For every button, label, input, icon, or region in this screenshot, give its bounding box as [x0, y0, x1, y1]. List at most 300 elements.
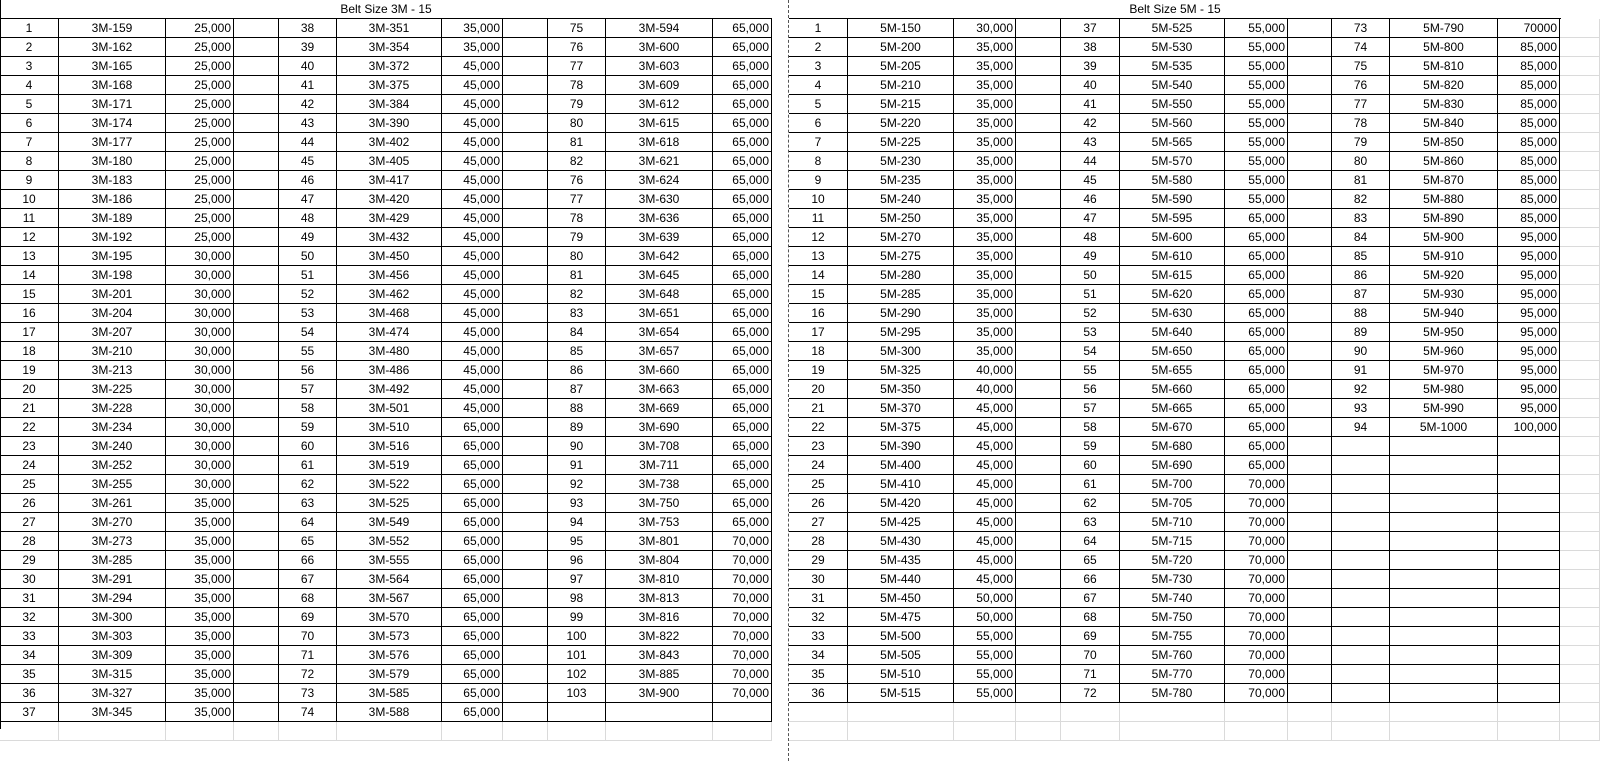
- row-number-cell[interactable]: 78: [548, 76, 606, 95]
- price-cell[interactable]: 25,000: [166, 114, 234, 133]
- price-cell[interactable]: 85,000: [1498, 95, 1560, 114]
- belt-size-cell[interactable]: 3M-417: [337, 171, 442, 190]
- spacer-cell[interactable]: [503, 361, 548, 380]
- row-number-cell[interactable]: 5: [789, 95, 848, 114]
- row-number-cell[interactable]: 80: [1332, 152, 1390, 171]
- spacer-cell[interactable]: [503, 247, 548, 266]
- row-number-cell[interactable]: 62: [279, 475, 337, 494]
- row-number-cell[interactable]: 53: [279, 304, 337, 323]
- spacer-cell[interactable]: [1560, 95, 1600, 114]
- row-number-cell[interactable]: 102: [548, 665, 606, 684]
- belt-size-cell[interactable]: 3M-390: [337, 114, 442, 133]
- price-cell[interactable]: 95,000: [1498, 285, 1560, 304]
- belt-size-cell[interactable]: 5M-280: [848, 266, 954, 285]
- spacer-cell[interactable]: [1288, 608, 1332, 627]
- price-cell[interactable]: 45,000: [442, 399, 503, 418]
- belt-size-cell[interactable]: 3M-303: [59, 627, 166, 646]
- price-cell[interactable]: 55,000: [1225, 114, 1288, 133]
- price-cell[interactable]: 70,000: [1225, 608, 1288, 627]
- price-cell[interactable]: 55,000: [1225, 95, 1288, 114]
- spacer-cell[interactable]: [1560, 456, 1600, 475]
- spacer-cell[interactable]: [1016, 323, 1061, 342]
- belt-size-cell[interactable]: 5M-680: [1120, 437, 1225, 456]
- spacer-cell[interactable]: [1016, 532, 1061, 551]
- row-number-cell[interactable]: [1332, 456, 1390, 475]
- price-cell[interactable]: 65,000: [713, 95, 772, 114]
- row-number-cell[interactable]: 61: [279, 456, 337, 475]
- belt-size-cell[interactable]: 5M-710: [1120, 513, 1225, 532]
- row-number-cell[interactable]: 64: [279, 513, 337, 532]
- spacer-cell[interactable]: [234, 456, 279, 475]
- spacer-cell[interactable]: [1288, 361, 1332, 380]
- price-cell[interactable]: 85,000: [1498, 133, 1560, 152]
- belt-size-cell[interactable]: 5M-420: [848, 494, 954, 513]
- row-number-cell[interactable]: [1332, 513, 1390, 532]
- row-number-cell[interactable]: 68: [1061, 608, 1120, 627]
- belt-size-cell[interactable]: 5M-800: [1390, 38, 1498, 57]
- price-cell[interactable]: 25,000: [166, 152, 234, 171]
- spacer-cell[interactable]: [1288, 19, 1332, 38]
- spacer-cell[interactable]: [234, 570, 279, 589]
- row-number-cell[interactable]: 19: [0, 361, 59, 380]
- price-cell[interactable]: 65,000: [442, 551, 503, 570]
- price-cell[interactable]: 70,000: [1225, 589, 1288, 608]
- row-number-cell[interactable]: 77: [548, 57, 606, 76]
- row-number-cell[interactable]: 42: [1061, 114, 1120, 133]
- row-number-cell[interactable]: 79: [1332, 133, 1390, 152]
- spacer-cell[interactable]: [234, 551, 279, 570]
- belt-size-cell[interactable]: 3M-420: [337, 190, 442, 209]
- belt-size-cell[interactable]: 3M-549: [337, 513, 442, 532]
- price-cell[interactable]: 30,000: [166, 399, 234, 418]
- price-cell[interactable]: 85,000: [1498, 190, 1560, 209]
- row-number-cell[interactable]: 42: [279, 95, 337, 114]
- row-number-cell[interactable]: 39: [1061, 57, 1120, 76]
- row-number-cell[interactable]: 49: [1061, 247, 1120, 266]
- spacer-cell[interactable]: [234, 361, 279, 380]
- row-number-cell[interactable]: 20: [789, 380, 848, 399]
- price-cell[interactable]: [1498, 551, 1560, 570]
- price-cell[interactable]: 65,000: [442, 627, 503, 646]
- price-cell[interactable]: 45,000: [442, 285, 503, 304]
- belt-size-cell[interactable]: 3M-462: [337, 285, 442, 304]
- spacer-cell[interactable]: [1560, 57, 1600, 76]
- row-number-cell[interactable]: 99: [548, 608, 606, 627]
- row-number-cell[interactable]: 67: [279, 570, 337, 589]
- row-number-cell[interactable]: 40: [279, 57, 337, 76]
- belt-size-cell[interactable]: 3M-567: [337, 589, 442, 608]
- belt-size-cell[interactable]: 3M-285: [59, 551, 166, 570]
- belt-size-cell[interactable]: 3M-492: [337, 380, 442, 399]
- belt-size-cell[interactable]: 5M-755: [1120, 627, 1225, 646]
- row-number-cell[interactable]: 8: [0, 152, 59, 171]
- price-cell[interactable]: 65,000: [713, 304, 772, 323]
- row-number-cell[interactable]: 17: [0, 323, 59, 342]
- row-number-cell[interactable]: 27: [0, 513, 59, 532]
- belt-size-cell[interactable]: 5M-325: [848, 361, 954, 380]
- price-cell[interactable]: 70000: [1498, 19, 1560, 38]
- row-number-cell[interactable]: 35: [0, 665, 59, 684]
- row-number-cell[interactable]: 12: [789, 228, 848, 247]
- row-number-cell[interactable]: 52: [1061, 304, 1120, 323]
- belt-size-cell[interactable]: 5M-980: [1390, 380, 1498, 399]
- spacer-cell[interactable]: [234, 646, 279, 665]
- belt-size-cell[interactable]: 5M-235: [848, 171, 954, 190]
- row-number-cell[interactable]: 74: [279, 703, 337, 722]
- spacer-cell[interactable]: [1016, 228, 1061, 247]
- belt-size-cell[interactable]: 3M-711: [606, 456, 713, 475]
- spacer-cell[interactable]: [234, 475, 279, 494]
- spacer-cell[interactable]: [503, 494, 548, 513]
- price-cell[interactable]: 65,000: [442, 684, 503, 703]
- belt-size-cell[interactable]: 3M-663: [606, 380, 713, 399]
- spacer-cell[interactable]: [234, 494, 279, 513]
- row-number-cell[interactable]: 92: [548, 475, 606, 494]
- row-number-cell[interactable]: 9: [0, 171, 59, 190]
- spacer-cell[interactable]: [1560, 513, 1600, 532]
- belt-size-cell[interactable]: 5M-810: [1390, 57, 1498, 76]
- spacer-cell[interactable]: [234, 703, 279, 722]
- belt-size-cell[interactable]: [1390, 684, 1498, 703]
- row-number-cell[interactable]: 1: [789, 19, 848, 38]
- row-number-cell[interactable]: 34: [0, 646, 59, 665]
- spacer-cell[interactable]: [503, 152, 548, 171]
- belt-size-cell[interactable]: 5M-640: [1120, 323, 1225, 342]
- belt-size-cell[interactable]: 3M-198: [59, 266, 166, 285]
- price-cell[interactable]: 45,000: [442, 57, 503, 76]
- row-number-cell[interactable]: [1332, 570, 1390, 589]
- row-number-cell[interactable]: 11: [789, 209, 848, 228]
- price-cell[interactable]: 45,000: [442, 247, 503, 266]
- belt-size-cell[interactable]: 3M-585: [337, 684, 442, 703]
- row-number-cell[interactable]: 64: [1061, 532, 1120, 551]
- empty-cell[interactable]: [1332, 703, 1390, 722]
- belt-size-cell[interactable]: 3M-402: [337, 133, 442, 152]
- spacer-cell[interactable]: [234, 532, 279, 551]
- belt-size-cell[interactable]: 3M-612: [606, 95, 713, 114]
- spacer-cell[interactable]: [1288, 95, 1332, 114]
- belt-size-cell[interactable]: 3M-174: [59, 114, 166, 133]
- spacer-cell[interactable]: [1560, 247, 1600, 266]
- row-number-cell[interactable]: 6: [0, 114, 59, 133]
- spacer-cell[interactable]: [1288, 399, 1332, 418]
- spacer-cell[interactable]: [1560, 608, 1600, 627]
- row-number-cell[interactable]: 34: [789, 646, 848, 665]
- row-number-cell[interactable]: 55: [1061, 361, 1120, 380]
- row-number-cell[interactable]: 47: [279, 190, 337, 209]
- row-number-cell[interactable]: [1332, 551, 1390, 570]
- belt-size-cell[interactable]: 5M-400: [848, 456, 954, 475]
- row-number-cell[interactable]: 33: [789, 627, 848, 646]
- row-number-cell[interactable]: 94: [548, 513, 606, 532]
- price-cell[interactable]: 30,000: [166, 342, 234, 361]
- belt-size-cell[interactable]: 3M-345: [59, 703, 166, 722]
- price-cell[interactable]: 70,000: [713, 532, 772, 551]
- belt-size-cell[interactable]: 5M-740: [1120, 589, 1225, 608]
- belt-size-cell[interactable]: 3M-204: [59, 304, 166, 323]
- spacer-cell[interactable]: [1288, 285, 1332, 304]
- spacer-cell[interactable]: [503, 513, 548, 532]
- row-number-cell[interactable]: 44: [1061, 152, 1120, 171]
- row-number-cell[interactable]: 73: [1332, 19, 1390, 38]
- belt-size-cell[interactable]: 3M-213: [59, 361, 166, 380]
- price-cell[interactable]: 35,000: [166, 494, 234, 513]
- empty-cell[interactable]: [713, 722, 772, 741]
- belt-size-cell[interactable]: 5M-505: [848, 646, 954, 665]
- price-cell[interactable]: 65,000: [442, 494, 503, 513]
- row-number-cell[interactable]: 40: [1061, 76, 1120, 95]
- spacer-cell[interactable]: [1288, 703, 1332, 722]
- belt-size-cell[interactable]: 5M-780: [1120, 684, 1225, 703]
- row-number-cell[interactable]: [1332, 665, 1390, 684]
- row-number-cell[interactable]: 98: [548, 589, 606, 608]
- price-cell[interactable]: [1498, 627, 1560, 646]
- price-cell[interactable]: 35,000: [954, 152, 1016, 171]
- spacer-cell[interactable]: [234, 190, 279, 209]
- spacer-cell[interactable]: [1288, 133, 1332, 152]
- spacer-cell[interactable]: [1288, 228, 1332, 247]
- spacer-cell[interactable]: [1560, 114, 1600, 133]
- row-number-cell[interactable]: 10: [0, 190, 59, 209]
- belt-size-cell[interactable]: 3M-615: [606, 114, 713, 133]
- price-cell[interactable]: 45,000: [954, 551, 1016, 570]
- spacer-cell[interactable]: [1288, 380, 1332, 399]
- spacer-cell[interactable]: [1016, 361, 1061, 380]
- price-cell[interactable]: [1498, 684, 1560, 703]
- belt-size-cell[interactable]: 3M-228: [59, 399, 166, 418]
- price-cell[interactable]: 95,000: [1498, 342, 1560, 361]
- belt-size-cell[interactable]: 3M-354: [337, 38, 442, 57]
- belt-size-cell[interactable]: 3M-552: [337, 532, 442, 551]
- price-cell[interactable]: 25,000: [166, 57, 234, 76]
- row-number-cell[interactable]: 25: [789, 475, 848, 494]
- spacer-cell[interactable]: [503, 627, 548, 646]
- spacer-cell[interactable]: [1560, 475, 1600, 494]
- spacer-cell[interactable]: [1016, 342, 1061, 361]
- price-cell[interactable]: 35,000: [954, 57, 1016, 76]
- spacer-cell[interactable]: [1560, 209, 1600, 228]
- price-cell[interactable]: 35,000: [954, 76, 1016, 95]
- price-cell[interactable]: 45,000: [954, 437, 1016, 456]
- price-cell[interactable]: 95,000: [1498, 323, 1560, 342]
- belt-size-cell[interactable]: 3M-843: [606, 646, 713, 665]
- spacer-cell[interactable]: [503, 57, 548, 76]
- belt-size-cell[interactable]: [1390, 532, 1498, 551]
- price-cell[interactable]: 45,000: [442, 228, 503, 247]
- price-cell[interactable]: 30,000: [166, 380, 234, 399]
- price-cell[interactable]: 55,000: [1225, 152, 1288, 171]
- price-cell[interactable]: 70,000: [1225, 475, 1288, 494]
- row-number-cell[interactable]: 36: [789, 684, 848, 703]
- price-cell[interactable]: [1498, 437, 1560, 456]
- row-number-cell[interactable]: 78: [1332, 114, 1390, 133]
- spacer-cell[interactable]: [234, 722, 279, 741]
- row-number-cell[interactable]: 37: [1061, 19, 1120, 38]
- row-number-cell[interactable]: 86: [1332, 266, 1390, 285]
- belt-size-cell[interactable]: 5M-930: [1390, 285, 1498, 304]
- spacer-cell[interactable]: [1288, 418, 1332, 437]
- empty-cell[interactable]: [1120, 722, 1225, 741]
- row-number-cell[interactable]: 72: [1061, 684, 1120, 703]
- row-number-cell[interactable]: 74: [1332, 38, 1390, 57]
- belt-size-cell[interactable]: 3M-639: [606, 228, 713, 247]
- row-number-cell[interactable]: 76: [548, 38, 606, 57]
- belt-size-cell[interactable]: 5M-700: [1120, 475, 1225, 494]
- spacer-cell[interactable]: [503, 418, 548, 437]
- belt-size-cell[interactable]: 3M-327: [59, 684, 166, 703]
- price-cell[interactable]: 65,000: [713, 228, 772, 247]
- row-number-cell[interactable]: 57: [279, 380, 337, 399]
- row-number-cell[interactable]: 61: [1061, 475, 1120, 494]
- belt-size-cell[interactable]: 5M-920: [1390, 266, 1498, 285]
- row-number-cell[interactable]: 75: [1332, 57, 1390, 76]
- price-cell[interactable]: 25,000: [166, 190, 234, 209]
- row-number-cell[interactable]: 59: [1061, 437, 1120, 456]
- price-cell[interactable]: 65,000: [713, 114, 772, 133]
- belt-size-cell[interactable]: 5M-285: [848, 285, 954, 304]
- spacer-cell[interactable]: [1016, 456, 1061, 475]
- belt-size-cell[interactable]: 3M-186: [59, 190, 166, 209]
- belt-size-cell[interactable]: 3M-564: [337, 570, 442, 589]
- price-cell[interactable]: [1498, 570, 1560, 589]
- price-cell[interactable]: [1498, 475, 1560, 494]
- spacer-cell[interactable]: [1016, 627, 1061, 646]
- price-cell[interactable]: 100,000: [1498, 418, 1560, 437]
- belt-size-cell[interactable]: [1390, 513, 1498, 532]
- spacer-cell[interactable]: [1288, 76, 1332, 95]
- spacer-cell[interactable]: [503, 722, 548, 741]
- row-number-cell[interactable]: 7: [0, 133, 59, 152]
- row-number-cell[interactable]: [1332, 608, 1390, 627]
- row-number-cell[interactable]: [1332, 684, 1390, 703]
- price-cell[interactable]: 65,000: [713, 19, 772, 38]
- price-cell[interactable]: 35,000: [166, 513, 234, 532]
- row-number-cell[interactable]: 13: [789, 247, 848, 266]
- price-cell[interactable]: 45,000: [442, 171, 503, 190]
- price-cell[interactable]: 65,000: [442, 475, 503, 494]
- spacer-cell[interactable]: [503, 209, 548, 228]
- belt-size-cell[interactable]: 5M-910: [1390, 247, 1498, 266]
- belt-size-cell[interactable]: 3M-630: [606, 190, 713, 209]
- empty-cell[interactable]: [954, 722, 1016, 741]
- row-number-cell[interactable]: 3: [0, 57, 59, 76]
- belt-size-cell[interactable]: 5M-390: [848, 437, 954, 456]
- price-cell[interactable]: 35,000: [166, 665, 234, 684]
- belt-size-cell[interactable]: 3M-708: [606, 437, 713, 456]
- belt-size-cell[interactable]: 3M-261: [59, 494, 166, 513]
- spacer-cell[interactable]: [1560, 304, 1600, 323]
- belt-size-cell[interactable]: 3M-234: [59, 418, 166, 437]
- price-cell[interactable]: 35,000: [166, 532, 234, 551]
- row-number-cell[interactable]: 69: [1061, 627, 1120, 646]
- belt-size-cell[interactable]: 3M-270: [59, 513, 166, 532]
- price-cell[interactable]: 65,000: [713, 418, 772, 437]
- spacer-cell[interactable]: [1288, 57, 1332, 76]
- price-cell[interactable]: 65,000: [713, 342, 772, 361]
- belt-size-cell[interactable]: 3M-450: [337, 247, 442, 266]
- spacer-cell[interactable]: [1288, 266, 1332, 285]
- row-number-cell[interactable]: 25: [0, 475, 59, 494]
- spacer-cell[interactable]: [1560, 627, 1600, 646]
- spacer-cell[interactable]: [1016, 95, 1061, 114]
- spacer-cell[interactable]: [234, 228, 279, 247]
- row-number-cell[interactable]: 93: [1332, 399, 1390, 418]
- belt-size-cell[interactable]: 3M-474: [337, 323, 442, 342]
- price-cell[interactable]: [1498, 532, 1560, 551]
- empty-cell[interactable]: [1390, 703, 1498, 722]
- row-number-cell[interactable]: 9: [789, 171, 848, 190]
- row-number-cell[interactable]: 88: [548, 399, 606, 418]
- row-number-cell[interactable]: 90: [548, 437, 606, 456]
- spacer-cell[interactable]: [1016, 19, 1061, 38]
- belt-size-cell[interactable]: 3M-609: [606, 76, 713, 95]
- row-number-cell[interactable]: 46: [1061, 190, 1120, 209]
- belt-size-cell[interactable]: 3M-816: [606, 608, 713, 627]
- belt-size-cell[interactable]: 5M-770: [1120, 665, 1225, 684]
- row-number-cell[interactable]: 38: [1061, 38, 1120, 57]
- belt-size-cell[interactable]: 3M-510: [337, 418, 442, 437]
- belt-size-cell[interactable]: 3M-594: [606, 19, 713, 38]
- price-cell[interactable]: 25,000: [166, 209, 234, 228]
- spacer-cell[interactable]: [503, 19, 548, 38]
- row-number-cell[interactable]: 66: [279, 551, 337, 570]
- spacer-cell[interactable]: [1560, 589, 1600, 608]
- belt-size-cell[interactable]: 3M-159: [59, 19, 166, 38]
- row-number-cell[interactable]: 1: [0, 19, 59, 38]
- row-number-cell[interactable]: 5: [0, 95, 59, 114]
- row-number-cell[interactable]: [548, 703, 606, 722]
- price-cell[interactable]: [1498, 494, 1560, 513]
- price-cell[interactable]: 70,000: [713, 684, 772, 703]
- row-number-cell[interactable]: 63: [1061, 513, 1120, 532]
- spacer-cell[interactable]: [1288, 532, 1332, 551]
- spacer-cell[interactable]: [1560, 551, 1600, 570]
- price-cell[interactable]: 45,000: [442, 342, 503, 361]
- spacer-cell[interactable]: [234, 342, 279, 361]
- price-cell[interactable]: [1498, 513, 1560, 532]
- empty-cell[interactable]: [442, 722, 503, 741]
- price-cell[interactable]: 25,000: [166, 76, 234, 95]
- row-number-cell[interactable]: 30: [0, 570, 59, 589]
- belt-size-cell[interactable]: [1390, 665, 1498, 684]
- spacer-cell[interactable]: [503, 608, 548, 627]
- belt-size-cell[interactable]: 3M-885: [606, 665, 713, 684]
- spacer-cell[interactable]: [503, 456, 548, 475]
- price-cell[interactable]: 65,000: [713, 437, 772, 456]
- spacer-cell[interactable]: [1288, 456, 1332, 475]
- spacer-cell[interactable]: [234, 95, 279, 114]
- row-number-cell[interactable]: 71: [1061, 665, 1120, 684]
- spacer-cell[interactable]: [1560, 646, 1600, 665]
- belt-size-cell[interactable]: 3M-183: [59, 171, 166, 190]
- row-number-cell[interactable]: 69: [279, 608, 337, 627]
- belt-size-cell[interactable]: 5M-615: [1120, 266, 1225, 285]
- row-number-cell[interactable]: 10: [789, 190, 848, 209]
- price-cell[interactable]: 30,000: [166, 456, 234, 475]
- belt-size-cell[interactable]: 3M-621: [606, 152, 713, 171]
- row-number-cell[interactable]: 55: [279, 342, 337, 361]
- spacer-cell[interactable]: [503, 171, 548, 190]
- belt-size-cell[interactable]: 3M-291: [59, 570, 166, 589]
- belt-size-cell[interactable]: 5M-150: [848, 19, 954, 38]
- price-cell[interactable]: 55,000: [1225, 57, 1288, 76]
- spacer-cell[interactable]: [503, 570, 548, 589]
- price-cell[interactable]: 45,000: [442, 209, 503, 228]
- price-cell[interactable]: 55,000: [954, 684, 1016, 703]
- row-number-cell[interactable]: [1332, 627, 1390, 646]
- price-cell[interactable]: 65,000: [713, 475, 772, 494]
- price-cell[interactable]: 35,000: [166, 703, 234, 722]
